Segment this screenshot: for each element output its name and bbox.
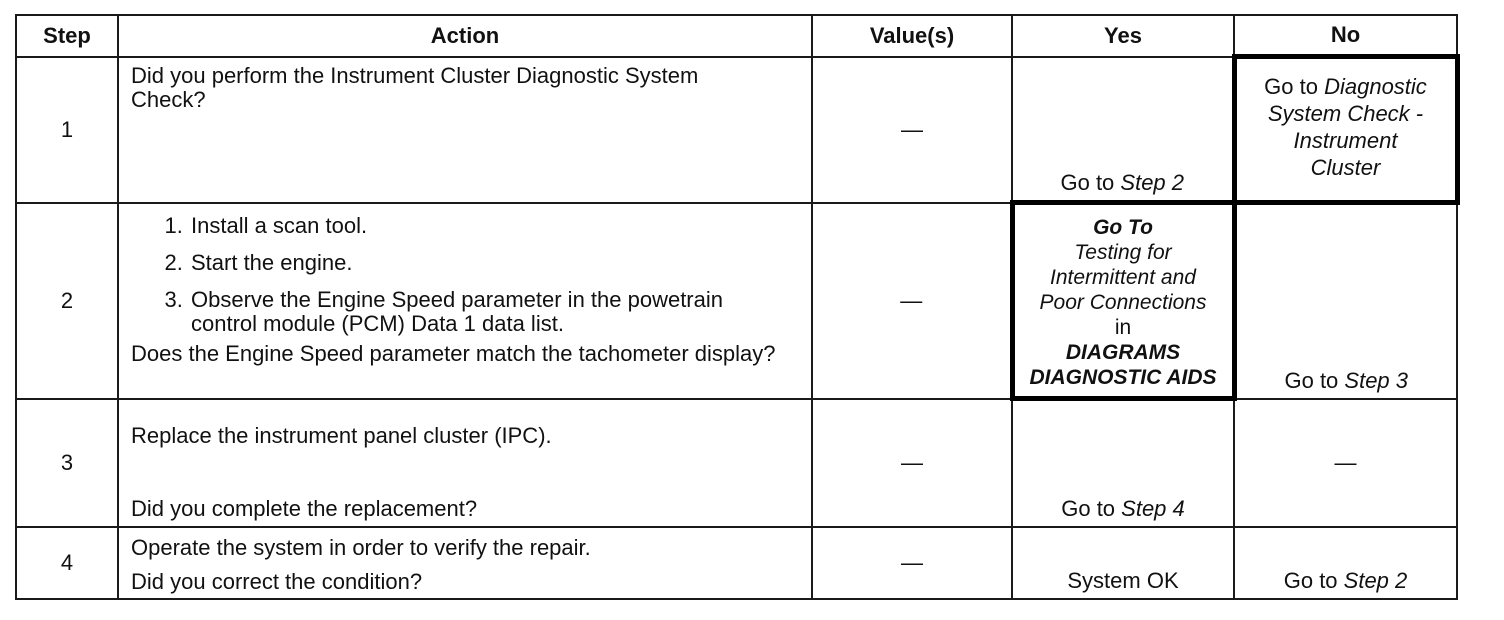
yes-goto-line6: DIAGNOSTIC AIDS bbox=[1029, 366, 1217, 389]
action-content bbox=[119, 528, 811, 598]
no-cell-highlighted[interactable] bbox=[1234, 57, 1457, 203]
action-step-item: 3. Observe the Engine Speed parameter in the powetrain control module (PCM) Data 1 data list. bbox=[189, 288, 799, 336]
yes-goto-prefix: Go to bbox=[1060, 170, 1121, 195]
yes-goto-line3: Poor Connections bbox=[1039, 291, 1207, 314]
step-number: 3 bbox=[16, 399, 118, 527]
yes-cell bbox=[1012, 527, 1234, 599]
step-number: 4 bbox=[16, 527, 118, 599]
value-cell bbox=[812, 203, 1012, 399]
yes-goto[interactable] bbox=[1015, 205, 1232, 390]
action-question: Did you perform the Instrument Cluster Diagnostic System Check? bbox=[131, 62, 699, 112]
value-cell bbox=[812, 527, 1012, 599]
header-action: Action bbox=[118, 15, 812, 57]
no-goto-line1: Diagnostic bbox=[1324, 74, 1427, 99]
header-yes: Yes bbox=[1012, 15, 1234, 57]
yes-cell bbox=[1012, 399, 1234, 527]
no-cell bbox=[1234, 399, 1457, 527]
no-goto-line2: System Check - bbox=[1267, 101, 1424, 126]
yes-cell bbox=[1012, 57, 1234, 203]
no-dash: — bbox=[1334, 449, 1357, 475]
header-row bbox=[16, 15, 1457, 57]
action-instruction: Operate the system in order to verify the repair. bbox=[131, 534, 591, 560]
yes-goto-line1: Testing for bbox=[1074, 241, 1172, 264]
header-values: Value(s) bbox=[812, 15, 1012, 57]
yes-goto-target: Step 4 bbox=[1121, 495, 1185, 521]
action-steps-list bbox=[131, 214, 799, 336]
action-step-item: 1. Install a scan tool. bbox=[189, 214, 799, 238]
value-dash: — bbox=[901, 449, 923, 475]
yes-goto-prefix: Go to bbox=[1061, 495, 1122, 521]
action-cell bbox=[118, 57, 812, 203]
no-goto-target: Step 2 bbox=[1343, 567, 1408, 593]
step-number: 2 bbox=[16, 203, 118, 399]
action-question: Did you correct the condition? bbox=[131, 568, 423, 594]
yes-goto-target: Step 2 bbox=[1120, 170, 1185, 195]
header-step: Step bbox=[16, 15, 118, 57]
table-row bbox=[16, 203, 1457, 399]
no-goto-line4: Cluster bbox=[1310, 155, 1381, 180]
no-goto[interactable] bbox=[1237, 369, 1457, 393]
yes-goto-heading: Go To bbox=[1093, 216, 1153, 239]
yes-cell-highlighted[interactable] bbox=[1012, 203, 1234, 399]
no-goto[interactable] bbox=[1237, 59, 1455, 181]
diagnostic-table bbox=[15, 14, 1460, 600]
action-question: Did you complete the replacement? bbox=[131, 495, 478, 521]
yes-result: System OK bbox=[1067, 567, 1179, 593]
no-goto[interactable] bbox=[1235, 569, 1456, 593]
table-row bbox=[16, 57, 1457, 203]
no-goto-target: Step 3 bbox=[1344, 367, 1409, 393]
yes-goto[interactable] bbox=[1013, 171, 1232, 195]
step-number: 1 bbox=[16, 57, 118, 203]
value-dash: — bbox=[900, 287, 923, 313]
yes-goto-line4: in bbox=[1114, 316, 1132, 339]
action-content bbox=[119, 204, 811, 370]
no-cell bbox=[1234, 527, 1457, 599]
diagnostic-table-container bbox=[15, 14, 1456, 597]
value-dash: — bbox=[901, 549, 923, 575]
action-cell bbox=[118, 399, 812, 527]
no-goto-line3: Instrument bbox=[1293, 128, 1398, 153]
no-goto-prefix: Go to bbox=[1264, 74, 1325, 99]
value-dash: — bbox=[901, 116, 923, 142]
header-no: No bbox=[1234, 15, 1457, 57]
action-cell bbox=[118, 203, 812, 399]
table-row bbox=[16, 527, 1457, 599]
value-cell bbox=[812, 57, 1012, 203]
value-cell bbox=[812, 399, 1012, 527]
no-goto-prefix: Go to bbox=[1283, 567, 1344, 593]
action-question: Does the Engine Speed parameter match the tachometer display? bbox=[131, 340, 776, 366]
no-cell bbox=[1234, 203, 1457, 399]
action-cell bbox=[118, 527, 812, 599]
action-instruction: Replace the instrument panel cluster (IPC). bbox=[131, 422, 552, 448]
yes-goto-line5: DIAGRAMS bbox=[1065, 341, 1181, 364]
yes-goto[interactable] bbox=[1013, 497, 1233, 521]
table-row bbox=[16, 399, 1457, 527]
no-goto-prefix: Go to bbox=[1284, 367, 1345, 393]
yes-goto-line2: Intermittent and bbox=[1050, 266, 1196, 289]
action-step-item: 2. Start the engine. bbox=[189, 251, 799, 275]
